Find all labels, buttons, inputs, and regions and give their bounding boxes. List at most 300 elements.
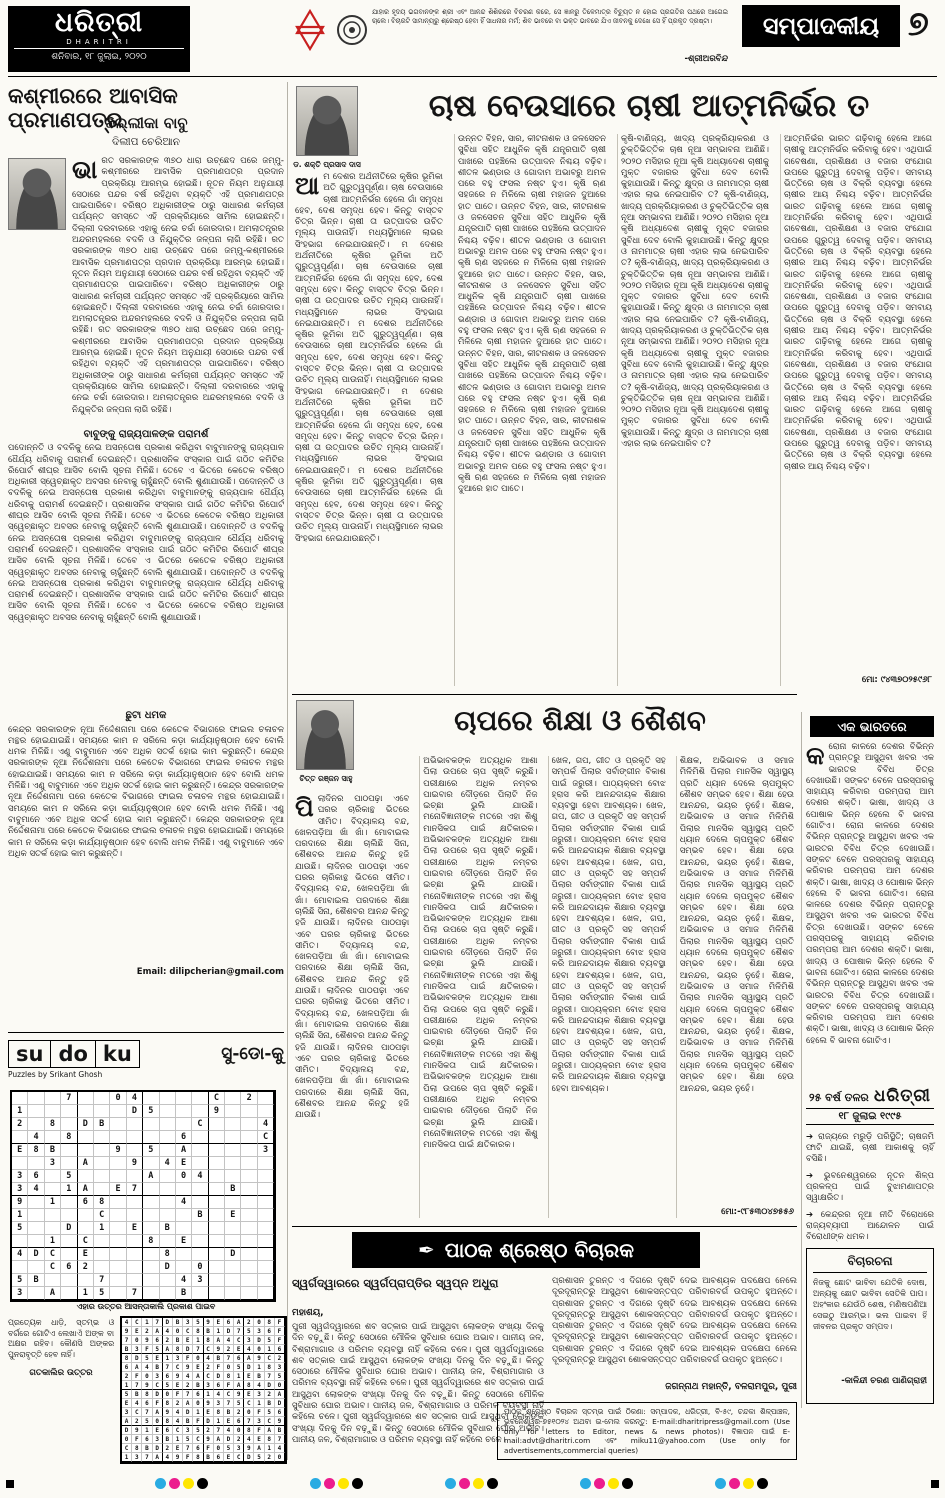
sudoku-instructions: ପ୍ରତ୍ୟେକ ଧାଡ଼ି, ସ୍ତମ୍ଭ ଓ ବର୍ଗରେ ଗୋଟିଏ ଲେଖାଏଁ ଅଙ୍କ ବା ଅକ୍ଷର ରହିବ। କୌଣସି ଅଙ୍କର ପୁନରାବୃତ୍ତି ହେବ ନାହିଁ। ଗତକାଲିର ଉତ୍ତର	[8, 1318, 114, 1378]
sudoku-cell: 5	[12, 1274, 28, 1287]
sudoku-cell	[61, 1118, 77, 1131]
sudoku-cell: 7	[193, 1345, 203, 1354]
sudoku-cell: 5	[193, 1426, 203, 1435]
sudoku-row	[122, 1381, 285, 1390]
sudoku-cell	[110, 1287, 126, 1300]
sudoku-cell: 2	[78, 1261, 94, 1274]
section-label: ସମ୍ପାଦକୀୟ	[742, 5, 900, 47]
sudoku-cell: C	[204, 1345, 214, 1354]
sudoku-cell: 5	[275, 1372, 285, 1381]
sudoku-cell: 1	[12, 1105, 28, 1118]
article3-phone: ମୋ:-୯୮୫୩୦୪୭୫୫୬	[721, 1206, 794, 1217]
sudoku-cell	[209, 1248, 225, 1261]
sudoku-cell: 3	[234, 1444, 244, 1453]
sudoku-cell	[110, 1105, 126, 1118]
letters-banner-title: ପାଠକ ଶ୍ରେଷ୍ଠ ବିଚାରକ	[444, 1238, 634, 1262]
sudoku-cell: B	[28, 1274, 44, 1287]
sudoku-cell: 1	[204, 1390, 214, 1399]
sudoku-cell	[143, 1248, 159, 1261]
sudoku-cell: 9	[163, 1408, 173, 1417]
sudoku-answer-note: ଏହାର ଉତ୍ତର ଆସନ୍ତାକାଲି ପ୍ରକାଶ ପାଇବ	[76, 1302, 216, 1311]
sudoku-cell: A	[214, 1435, 224, 1444]
sudoku-cell: B	[163, 1435, 173, 1444]
sudoku-cell: 4	[163, 1453, 173, 1462]
sudoku-cell: E	[78, 1248, 94, 1261]
sudoku-cell	[28, 1157, 44, 1170]
sudoku-cell: 4	[122, 1318, 132, 1327]
article3-columns	[292, 756, 797, 1218]
sudoku-cell: 9	[275, 1417, 285, 1426]
section-rule	[8, 1032, 284, 1033]
sudoku-cell: 5	[122, 1390, 132, 1399]
sudoku-cell: 1	[122, 1453, 132, 1462]
sudoku-cell: 9	[204, 1318, 214, 1327]
sudoku-cell	[61, 1144, 77, 1157]
sudoku-row	[122, 1318, 285, 1327]
sudoku-row	[12, 1261, 274, 1274]
sudoku-cell	[94, 1092, 110, 1105]
sudoku-cell: E	[132, 1327, 142, 1336]
sudoku-cell	[143, 1092, 159, 1105]
sudoku-cell: 9	[173, 1372, 183, 1381]
sudoku-cell: 0	[234, 1426, 244, 1435]
article2-col4: ଆତ୍ମନିର୍ଭର ଭାରତ ଗଢ଼ିବାକୁ ହେଲେ ଆଗେ ଚାଷୀକୁ ଆତ୍ମନିର୍ଭର କରିବାକୁ ହେବ। ଏଥିପାଇଁ ଗବେଷଣା, ପ୍ରଶିକ୍ଷଣ ଓ ବଜାର ସଂଯୋଗ ଉପରେ ଗୁରୁତ୍ୱ ଦେବାକୁ ପଡ଼ିବ। ସମବାୟ ଭିତ୍ତିରେ ଚାଷ ଓ ବିକ୍ରି ବ୍ୟବସ୍ଥା ହେଲେ ଚାଷୀର ଆୟ ନିଶ୍ଚୟ ବଢ଼ିବ। ଆତ୍ମନିର୍ଭର ଭାରତ ଗଢ଼ିବାକୁ ହେଲେ ଆଗେ ଚାଷୀକୁ ଆତ୍ମନିର୍ଭର କରିବାକୁ ହେବ। ଏଥିପାଇଁ ଗବେଷଣା, ପ୍ରଶିକ୍ଷଣ ଓ ବଜାର ସଂଯୋଗ ଉପରେ ଗୁରୁତ୍ୱ ଦେବାକୁ ପଡ଼ିବ। ସମବାୟ ଭିତ୍ତିରେ ଚାଷ ଓ ବିକ୍ରି ବ୍ୟବସ୍ଥା ହେଲେ ଚାଷୀର ଆୟ ନିଶ୍ଚୟ ବଢ଼ିବ। ଆତ୍ମନିର୍ଭର ଭାରତ ଗଢ଼ିବାକୁ ହେଲେ ଆଗେ ଚାଷୀକୁ ଆତ୍ମନିର୍ଭର କରିବାକୁ ହେବ। ଏଥିପାଇଁ ଗବେଷଣା, ପ୍ରଶିକ୍ଷଣ ଓ ବଜାର ସଂଯୋଗ ଉପରେ ଗୁରୁତ୍ୱ ଦେବାକୁ ପଡ଼ିବ। ସମବାୟ ଭିତ୍ତିରେ ଚାଷ ଓ ବିକ୍ରି ବ୍ୟବସ୍ଥା ହେଲେ ଚାଷୀର ଆୟ ନିଶ୍ଚୟ ବଢ଼ିବ। ଆତ୍ମନିର୍ଭର ଭାରତ ଗଢ଼ିବାକୁ ହେଲେ ଆଗେ ଚାଷୀକୁ ଆତ୍ମନିର୍ଭର କରିବାକୁ ହେବ। ଏଥିପାଇଁ ଗବେଷଣା, ପ୍ରଶିକ୍ଷଣ ଓ ବଜାର ସଂଯୋଗ ଉପରେ ଗୁରୁତ୍ୱ ଦେବାକୁ ପଡ଼ିବ। ସମବାୟ ଭିତ୍ତିରେ ଚାଷ ଓ ବିକ୍ରି ବ୍ୟବସ୍ଥା ହେଲେ ଚାଷୀର ଆୟ ନିଶ୍ଚୟ ବଢ଼ିବ। ଆତ୍ମନିର୍ଭର ଭାରତ ଗଢ଼ିବାକୁ ହେଲେ ଆଗେ ଚାଷୀକୁ ଆତ୍ମନିର୍ଭର କରିବାକୁ ହେବ। ଏଥିପାଇଁ ଗବେଷଣା, ପ୍ରଶିକ୍ଷଣ ଓ ବଜାର ସଂଯୋଗ ଉପରେ ଗୁରୁତ୍ୱ ଦେବାକୁ ପଡ଼ିବ। ସମବାୟ ଭିତ୍ତିରେ ଚାଷ ଓ ବିକ୍ରି ବ୍ୟବସ୍ଥା ହେଲେ ଚାଷୀର ଆୟ ନିଶ୍ଚୟ ବଢ଼ିବ। ମୋ: ୯୪୩୭୦୨୫୯୬୮	[780, 134, 935, 686]
sudoku-cell: 7	[224, 1354, 234, 1363]
sudoku-cell	[110, 1235, 126, 1248]
sudoku-cell: 2	[224, 1345, 234, 1354]
sudoku-cell	[258, 1248, 274, 1261]
sudoku-cell: 1	[142, 1318, 152, 1327]
sudoku-cell	[143, 1287, 159, 1300]
sudoku-cell	[45, 1105, 61, 1118]
sudoku-puzzle-grid	[10, 1090, 276, 1302]
sudoku-cell	[241, 1183, 257, 1196]
sudoku-cell: 1	[12, 1209, 28, 1222]
sudoku-cell	[12, 1235, 28, 1248]
cmyk-dot-cyan	[310, 1478, 321, 1489]
article2-phone: ମୋ: ୯୪୩୭୦୨୫୯୬୮	[861, 674, 932, 685]
sudoku-solution-grid	[120, 1316, 287, 1464]
sudoku-cell: 0	[214, 1444, 224, 1453]
sudoku-cell	[160, 1196, 176, 1209]
sudoku-cell	[192, 1144, 208, 1157]
sudoku-cell: 0	[110, 1092, 126, 1105]
sudoku-cell	[160, 1235, 176, 1248]
years25-header	[806, 1086, 934, 1125]
sudoku-cell: 4	[244, 1345, 254, 1354]
sudoku-cell: 2	[142, 1327, 152, 1336]
sudoku-cell: 5	[143, 1144, 159, 1157]
sudoku-cell: D	[28, 1248, 44, 1261]
sudoku-cell: B	[160, 1222, 176, 1235]
pen-nib-icon: ✒	[417, 1238, 435, 1262]
sudoku-cell: 3	[275, 1363, 285, 1372]
sudoku-cell	[127, 1170, 143, 1183]
sudoku-cell: A	[143, 1170, 159, 1183]
sudoku-cell: 1	[214, 1327, 224, 1336]
sudoku-cell	[110, 1131, 126, 1144]
sudoku-cell: 4	[28, 1183, 44, 1196]
sudoku-cell	[127, 1144, 143, 1157]
sudoku-cell	[225, 1222, 241, 1235]
sudoku-cell: 3	[132, 1453, 142, 1462]
sudoku-cell: A	[234, 1381, 244, 1390]
sudoku-cell: E	[153, 1354, 163, 1363]
sudoku-cell: F	[275, 1336, 285, 1345]
sudoku-cell: 5	[143, 1105, 159, 1118]
sudoku-cell: 1	[78, 1287, 94, 1300]
sudoku-cell: 8	[204, 1336, 214, 1345]
sudoku-cell: A	[78, 1183, 94, 1196]
sudoku-row	[122, 1408, 285, 1417]
sudoku-cell: 0	[163, 1390, 173, 1399]
sudoku-cell	[225, 1170, 241, 1183]
sudoku-cell	[94, 1144, 110, 1157]
logo-odia: ଧରିତ୍ରୀ	[54, 7, 144, 38]
sudoku-cell: 8	[132, 1444, 142, 1453]
sudoku-cell	[61, 1235, 77, 1248]
sudoku-cell: B	[224, 1408, 234, 1417]
sudoku-cell: 8	[142, 1390, 152, 1399]
sudoku-cell: C	[173, 1363, 183, 1372]
sudoku-row	[12, 1092, 274, 1105]
sudoku-odia-label: ସୁ-ଡୋ-କୁ	[221, 1044, 284, 1064]
sudoku-cell: E	[176, 1235, 192, 1248]
sudoku-cell: 7	[265, 1372, 275, 1381]
sudoku-cell: 9	[244, 1444, 254, 1453]
sudoku-row	[12, 1105, 274, 1118]
sudoku-cell: 7	[142, 1453, 152, 1462]
sudoku-cell: 8	[224, 1372, 234, 1381]
letter-signature: ଜଗନ୍ନାଥ ମହାନ୍ତି, ବଳରାମପୁର, ପୁରୀ	[665, 1382, 797, 1392]
sudoku-cell	[45, 1131, 61, 1144]
cmyk-dot-black	[487, 1478, 498, 1489]
sudoku-cell: 6	[142, 1435, 152, 1444]
sudoku-cell: 0	[254, 1318, 264, 1327]
sudoku-cell: C	[244, 1399, 254, 1408]
sudoku-cell	[209, 1196, 225, 1209]
sudoku-cell: 3	[244, 1336, 254, 1345]
sudoku-cell	[241, 1131, 257, 1144]
sudoku-cell: D	[61, 1222, 77, 1235]
sudoku-cell: 6	[265, 1327, 275, 1336]
sudoku-row	[122, 1417, 285, 1426]
sudoku-cell	[258, 1157, 274, 1170]
sudoku-cell: A	[234, 1318, 244, 1327]
sudoku-cell: E	[173, 1444, 183, 1453]
cmyk-marks	[445, 1478, 498, 1489]
sudoku-cell: 4	[127, 1092, 143, 1105]
sudoku-cell: D	[127, 1105, 143, 1118]
sudoku-cell: 3	[204, 1381, 214, 1390]
sudoku-cell: 8	[163, 1417, 173, 1426]
sudoku-cell	[176, 1118, 192, 1131]
sudoku-cell: 9	[204, 1435, 214, 1444]
sudoku-cell: 1	[173, 1435, 183, 1444]
sudoku-cell: 0	[176, 1170, 192, 1183]
article1-para2: ପଦୋନ୍ନତି ଓ ବଦଳିକୁ ନେଇ ଅସନ୍ତୋଷ ପ୍ରକାଶ କରିଥିବା ବାବୁମାନଙ୍କୁ ରାଜ୍ୟପାଳ ଧୈର୍ଯ୍ୟ ଧରିବାକୁ ପରାମର୍ଶ ଦେଇଛନ୍ତି। ପ୍ରଶାସନିକ ସଂସ୍କାର ପାଇଁ ଗଠିତ କମିଟିର ରିପୋର୍ଟ ଶୀଘ୍ର ଆସିବ ବୋଲି ସୂଚନା ମିଳିଛି। ତେବେ ଏ ଭିତରେ କେତେକ ବରିଷ୍ଠ ଅଧିକାରୀ ସ୍ୱେଚ୍ଛାକୃତ ଅବସର ନେବାକୁ ଚାହୁଁଛନ୍ତି ବୋଲି ଶୁଣାଯାଉଛି। ପଦୋନ୍ନତି ଓ ବଦଳିକୁ ନେଇ ଅସନ୍ତୋଷ ପ୍ରକାଶ କରିଥିବା ବାବୁମାନଙ୍କୁ ରାଜ୍ୟପାଳ ଧୈର୍ଯ୍ୟ ଧରିବାକୁ ପରାମର୍ଶ ଦେଇଛନ୍ତି। ପ୍ରଶାସନିକ ସଂସ୍କାର ପାଇଁ ଗଠିତ କମିଟିର ରିପୋର୍ଟ ଶୀଘ୍ର ଆସିବ ବୋଲି ସୂଚନା ମିଳିଛି। ତେବେ ଏ ଭିତରେ କେତେକ ବରିଷ୍ଠ ଅଧିକାରୀ ସ୍ୱେଚ୍ଛାକୃତ ଅବସର ନେବାକୁ ଚାହୁଁଛନ୍ତି ବୋଲି ଶୁଣାଯାଉଛି। ପଦୋନ୍ନତି ଓ ବଦଳିକୁ ନେଇ ଅସନ୍ତୋଷ ପ୍ରକାଶ କରିଥିବା ବାବୁମାନଙ୍କୁ ରାଜ୍ୟପାଳ ଧୈର୍ଯ୍ୟ ଧରିବାକୁ ପରାମର୍ଶ ଦେଇଛନ୍ତି। ପ୍ରଶାସନିକ ସଂସ୍କାର ପାଇଁ ଗଠିତ କମିଟିର ରିପୋର୍ଟ ଶୀଘ୍ର ଆସିବ ବୋଲି ସୂଚନା ମିଳିଛି। ତେବେ ଏ ଭିତରେ କେତେକ ବରିଷ୍ଠ ଅଧିକାରୀ ସ୍ୱେଚ୍ଛାକୃତ ଅବସର ନେବାକୁ ଚାହୁଁଛନ୍ତି ବୋଲି ଶୁଣାଯାଉଛି। ପଦୋନ୍ନତି ଓ ବଦଳିକୁ ନେଇ ଅସନ୍ତୋଷ ପ୍ରକାଶ କରିଥିବା ବାବୁମାନଙ୍କୁ ରାଜ୍ୟପାଳ ଧୈର୍ଯ୍ୟ ଧରିବାକୁ ପରାମର୍ଶ ଦେଇଛନ୍ତି। ପ୍ରଶାସନିକ ସଂସ୍କାର ପାଇଁ ଗଠିତ କମିଟିର ରିପୋର୍ଟ ଶୀଘ୍ର ଆସିବ ବୋଲି ସୂଚନା ମିଳିଛି। ତେବେ ଏ ଭିତରେ କେତେକ ବରିଷ୍ଠ ଅଧିକାରୀ ସ୍ୱେଚ୍ଛାକୃତ ଅବସର ନେବାକୁ ଚାହୁଁଛନ୍ତି ବୋଲି ଶୁଣାଯାଉଛି।	[8, 443, 284, 623]
sudoku-cell	[209, 1261, 225, 1274]
sudoku-cell: 8	[143, 1235, 159, 1248]
sudoku-cell: E	[204, 1408, 214, 1417]
sudoku-cell: 8	[214, 1408, 224, 1417]
dropcap: ଆ	[295, 172, 320, 200]
sudoku-row	[12, 1209, 274, 1222]
registration-mark	[6, 1480, 14, 1488]
sudoku-cell: D	[132, 1354, 142, 1363]
sudoku-cell: B	[192, 1209, 208, 1222]
sudoku-row	[12, 1274, 274, 1287]
sudoku-cell: B	[173, 1336, 183, 1345]
logo-latin: DHARITRI	[14, 38, 184, 49]
sudoku-cell	[209, 1131, 225, 1144]
cmyk-dot-black	[197, 1478, 208, 1489]
sudoku-cell: 0	[153, 1417, 163, 1426]
sudoku-cell: 1	[254, 1399, 264, 1408]
sudoku-cell: 6	[234, 1417, 244, 1426]
sudoku-cell	[45, 1274, 61, 1287]
sudoku-cell: 9	[209, 1105, 225, 1118]
sudoku-cell: 6	[163, 1426, 173, 1435]
sudoku-cell: 7	[127, 1287, 143, 1300]
sudoku-cell	[241, 1235, 257, 1248]
sudoku-cell	[28, 1287, 44, 1300]
sudoku-cell: F	[275, 1327, 285, 1336]
sudoku-cell: E	[122, 1399, 132, 1408]
sudoku-cell: 3	[122, 1408, 132, 1417]
sudoku-cell: 8	[193, 1327, 203, 1336]
registration-mark	[931, 1480, 939, 1488]
sudoku-cell	[110, 1261, 126, 1274]
sudoku-row	[122, 1372, 285, 1381]
article2-columns	[292, 134, 935, 686]
sudoku-cell: B	[183, 1417, 193, 1426]
sudoku-cell: 5	[265, 1336, 275, 1345]
sudoku-cell: F	[183, 1354, 193, 1363]
sudoku-cell: 5	[94, 1287, 110, 1300]
sudoku-cell	[127, 1248, 143, 1261]
sudoku-cell: 5	[142, 1354, 152, 1363]
letter-title: ସ୍ୱର୍ଗଦ୍ୱାରରେ ସ୍ୱର୍ଗପ୍ରାପ୍ତିର ସ୍ୱପ୍ନ ଅଧୁରା	[292, 1276, 499, 1290]
sudoku-cell	[143, 1183, 159, 1196]
sudoku-cell: 8	[244, 1426, 254, 1435]
sudoku-row	[12, 1222, 274, 1235]
sudoku-cell: 1	[265, 1345, 275, 1354]
sudoku-cell: 9	[254, 1354, 264, 1363]
sudoku-cell	[28, 1222, 44, 1235]
sudoku-cell: C	[234, 1453, 244, 1462]
sudoku-cell	[12, 1092, 28, 1105]
cmyk-dot-yellow	[743, 1478, 754, 1489]
sudoku-cell: B	[142, 1444, 152, 1453]
sudoku-cell	[110, 1157, 126, 1170]
sudoku-cell: 9	[142, 1381, 152, 1390]
newspaper-logo	[8, 6, 190, 72]
cmyk-dot-black	[352, 1478, 363, 1489]
sudoku-cell: 3	[192, 1274, 208, 1287]
article3-col2: ଅଭିଭାବକଙ୍କ ଅତ୍ୟଧିକ ଆଶା ପିଲା ଉପରେ ଚାପ ସୃଷ୍ଟି କରୁଛି। ପରୀକ୍ଷାରେ ଅଧିକ ନମ୍ବର ପାଇବାର ଦୌଡ଼ରେ ପିଲାଟି ନିଜ ଇଚ୍ଛା ଭୁଲି ଯାଉଛି। ମନୋବିଜ୍ଞାନୀଙ୍କ ମତରେ ଏହା ଶିଶୁ ମାନସିକତା ପାଇଁ କ୍ଷତିକାରକ। ଅଭିଭାବକଙ୍କ ଅତ୍ୟଧିକ ଆଶା ପିଲା ଉପରେ ଚାପ ସୃଷ୍ଟି କରୁଛି। ପରୀକ୍ଷାରେ ଅଧିକ ନମ୍ବର ପାଇବାର ଦୌଡ଼ରେ ପିଲାଟି ନିଜ ଇଚ୍ଛା ଭୁଲି ଯାଉଛି। ମନୋବିଜ୍ଞାନୀଙ୍କ ମତରେ ଏହା ଶିଶୁ ମାନସିକତା ପାଇଁ କ୍ଷତିକାରକ। ଅଭିଭାବକଙ୍କ ଅତ୍ୟଧିକ ଆଶା ପିଲା ଉପରେ ଚାପ ସୃଷ୍ଟି କରୁଛି। ପରୀକ୍ଷାରେ ଅଧିକ ନମ୍ବର ପାଇବାର ଦୌଡ଼ରେ ପିଲାଟି ନିଜ ଇଚ୍ଛା ଭୁଲି ଯାଉଛି। ମନୋବିଜ୍ଞାନୀଙ୍କ ମତରେ ଏହା ଶିଶୁ ମାନସିକତା ପାଇଁ କ୍ଷତିକାରକ। ଅଭିଭାବକଙ୍କ ଅତ୍ୟଧିକ ଆଶା ପିଲା ଉପରେ ଚାପ ସୃଷ୍ଟି କରୁଛି। ପରୀକ୍ଷାରେ ଅଧିକ ନମ୍ବର ପାଇବାର ଦୌଡ଼ରେ ପିଲାଟି ନିଜ ଇଚ୍ଛା ଭୁଲି ଯାଉଛି। ମନୋବିଜ୍ଞାନୀଙ୍କ ମତରେ ଏହା ଶିଶୁ ମାନସିକତା ପାଇଁ କ୍ଷତିକାରକ। ଅଭିଭାବକଙ୍କ ଅତ୍ୟଧିକ ଆଶା ପିଲା ଉପରେ ଚାପ ସୃଷ୍ଟି କରୁଛି। ପରୀକ୍ଷାରେ ଅଧିକ ନମ୍ବର ପାଇବାର ଦୌଡ଼ରେ ପିଲାଟି ନିଜ ଇଚ୍ଛା ଭୁଲି ଯାଉଛି। ମନୋବିଜ୍ଞାନୀଙ୍କ ମତରେ ଏହା ଶିଶୁ ମାନସିକତା ପାଇଁ କ୍ଷତିକାରକ।	[419, 756, 540, 1218]
sudoku-cell	[258, 1196, 274, 1209]
sudoku-cell: 5	[153, 1345, 163, 1354]
sudoku-cell: 3	[153, 1372, 163, 1381]
cmyk-marks	[715, 1478, 768, 1489]
sudoku-cell	[192, 1287, 208, 1300]
sudoku-cell: 4	[12, 1248, 28, 1261]
sudoku-cell	[258, 1287, 274, 1300]
sudoku-cell	[160, 1131, 176, 1144]
article3-author: ଚିତ୍ତ ରଞ୍ଜନ ସାହୁ	[299, 774, 353, 783]
sudoku-cell: 8	[173, 1345, 183, 1354]
sudoku-cell: 9	[127, 1157, 143, 1170]
sudoku-cell	[209, 1144, 225, 1157]
article2-col3: କୃଷି-ବାଣିଜ୍ୟ, ଖାଦ୍ୟ ପ୍ରକ୍ରିୟାକରଣ ଓ ଚୁକ୍ତିଭିତ୍ତିକ ଚାଷ ନୂଆ ସମ୍ଭାବନା ଆଣିଛି। ୨୦୨୦ ମସିହାର ନୂଆ କୃଷି ଅଧ୍ୟାଦେଶ ଚାଷୀକୁ ମୁକ୍ତ ବଜାରର ସୁବିଧା ଦେବ ବୋଲି କୁହାଯାଉଛି। କିନ୍ତୁ କ୍ଷୁଦ୍ର ଓ ନାମମାତ୍ର ଚାଷୀ ଏହାର ଲାଭ ନେଇପାରିବ ତ? କୃଷି-ବାଣିଜ୍ୟ, ଖାଦ୍ୟ ପ୍ରକ୍ରିୟାକରଣ ଓ ଚୁକ୍ତିଭିତ୍ତିକ ଚାଷ ନୂଆ ସମ୍ଭାବନା ଆଣିଛି। ୨୦୨୦ ମସିହାର ନୂଆ କୃଷି ଅଧ୍ୟାଦେଶ ଚାଷୀକୁ ମୁକ୍ତ ବଜାରର ସୁବିଧା ଦେବ ବୋଲି କୁହାଯାଉଛି। କିନ୍ତୁ କ୍ଷୁଦ୍ର ଓ ନାମମାତ୍ର ଚାଷୀ ଏହାର ଲାଭ ନେଇପାରିବ ତ? କୃଷି-ବାଣିଜ୍ୟ, ଖାଦ୍ୟ ପ୍ରକ୍ରିୟାକରଣ ଓ ଚୁକ୍ତିଭିତ୍ତିକ ଚାଷ ନୂଆ ସମ୍ଭାବନା ଆଣିଛି। ୨୦୨୦ ମସିହାର ନୂଆ କୃଷି ଅଧ୍ୟାଦେଶ ଚାଷୀକୁ ମୁକ୍ତ ବଜାରର ସୁବିଧା ଦେବ ବୋଲି କୁହାଯାଉଛି। କିନ୍ତୁ କ୍ଷୁଦ୍ର ଓ ନାମମାତ୍ର ଚାଷୀ ଏହାର ଲାଭ ନେଇପାରିବ ତ? କୃଷି-ବାଣିଜ୍ୟ, ଖାଦ୍ୟ ପ୍ରକ୍ରିୟାକରଣ ଓ ଚୁକ୍ତିଭିତ୍ତିକ ଚାଷ ନୂଆ ସମ୍ଭାବନା ଆଣିଛି। ୨୦୨୦ ମସିହାର ନୂଆ କୃଷି ଅଧ୍ୟାଦେଶ ଚାଷୀକୁ ମୁକ୍ତ ବଜାରର ସୁବିଧା ଦେବ ବୋଲି କୁହାଯାଉଛି। କିନ୍ତୁ କ୍ଷୁଦ୍ର ଓ ନାମମାତ୍ର ଚାଷୀ ଏହାର ଲାଭ ନେଇପାରିବ ତ? କୃଷି-ବାଣିଜ୍ୟ, ଖାଦ୍ୟ ପ୍ରକ୍ରିୟାକରଣ ଓ ଚୁକ୍ତିଭିତ୍ତିକ ଚାଷ ନୂଆ ସମ୍ଭାବନା ଆଣିଛି। ୨୦୨୦ ମସିହାର ନୂଆ କୃଷି ଅଧ୍ୟାଦେଶ ଚାଷୀକୁ ମୁକ୍ତ ବଜାରର ସୁବିଧା ଦେବ ବୋଲି କୁହାଯାଉଛି। କିନ୍ତୁ କ୍ଷୁଦ୍ର ଓ ନାମମାତ୍ର ଚାଷୀ ଏହାର ଲାଭ ନେଇପାରିବ ତ?	[617, 134, 772, 686]
sudoku-cell: 2	[244, 1318, 254, 1327]
sudoku-cell: E	[12, 1144, 28, 1157]
sudoku-cell	[241, 1209, 257, 1222]
sudoku-cell: 5	[61, 1170, 77, 1183]
sudoku-row	[12, 1287, 274, 1300]
sudoku-cell	[94, 1183, 110, 1196]
sudoku-cell: B	[204, 1327, 214, 1336]
quote-attribution: -ଶ୍ରୀଅରବିନ୍ଦ	[684, 54, 728, 64]
sudoku-cell: D	[214, 1372, 224, 1381]
sudoku-cell	[225, 1118, 241, 1131]
sudoku-cell: 3	[254, 1390, 264, 1399]
page-number: ୭	[908, 4, 929, 44]
sudoku-row	[12, 1170, 274, 1183]
sudoku-cell: B	[214, 1354, 224, 1363]
sudoku-cell: 6	[153, 1336, 163, 1345]
sudoku-cell: 3	[254, 1417, 264, 1426]
sudoku-cell	[143, 1157, 159, 1170]
sudoku-cell: D	[225, 1248, 241, 1261]
sudoku-cell: F	[214, 1363, 224, 1372]
article3-col4: ଶିକ୍ଷକ, ଅଭିଭାବକ ଓ ସମାଜ ମିଳିମିଶି ପିଲାର ମାନସିକ ସ୍ୱାସ୍ଥ୍ୟ ପ୍ରତି ଧ୍ୟାନ ଦେଲେ ଚାପମୁକ୍ତ ଶୈଶବ ସମ୍ଭବ ହେବ। ଶିକ୍ଷା ହେଉ ଆନନ୍ଦର, ଭୟର ନୁହେଁ। ଶିକ୍ଷକ, ଅଭିଭାବକ ଓ ସମାଜ ମିଳିମିଶି ପିଲାର ମାନସିକ ସ୍ୱାସ୍ଥ୍ୟ ପ୍ରତି ଧ୍ୟାନ ଦେଲେ ଚାପମୁକ୍ତ ଶୈଶବ ସମ୍ଭବ ହେବ। ଶିକ୍ଷା ହେଉ ଆନନ୍ଦର, ଭୟର ନୁହେଁ। ଶିକ୍ଷକ, ଅଭିଭାବକ ଓ ସମାଜ ମିଳିମିଶି ପିଲାର ମାନସିକ ସ୍ୱାସ୍ଥ୍ୟ ପ୍ରତି ଧ୍ୟାନ ଦେଲେ ଚାପମୁକ୍ତ ଶୈଶବ ସମ୍ଭବ ହେବ। ଶିକ୍ଷା ହେଉ ଆନନ୍ଦର, ଭୟର ନୁହେଁ। ଶିକ୍ଷକ, ଅଭିଭାବକ ଓ ସମାଜ ମିଳିମିଶି ପିଲାର ମାନସିକ ସ୍ୱାସ୍ଥ୍ୟ ପ୍ରତି ଧ୍ୟାନ ଦେଲେ ଚାପମୁକ୍ତ ଶୈଶବ ସମ୍ଭବ ହେବ। ଶିକ୍ଷା ହେଉ ଆନନ୍ଦର, ଭୟର ନୁହେଁ। ଶିକ୍ଷକ, ଅଭିଭାବକ ଓ ସମାଜ ମିଳିମିଶି ପିଲାର ମାନସିକ ସ୍ୱାସ୍ଥ୍ୟ ପ୍ରତି ଧ୍ୟାନ ଦେଲେ ଚାପମୁକ୍ତ ଶୈଶବ ସମ୍ଭବ ହେବ। ଶିକ୍ଷା ହେଉ ଆନନ୍ଦର, ଭୟର ନୁହେଁ। ଶିକ୍ଷକ, ଅଭିଭାବକ ଓ ସମାଜ ମିଳିମିଶି ପିଲାର ମାନସିକ ସ୍ୱାସ୍ଥ୍ୟ ପ୍ରତି ଧ୍ୟାନ ଦେଲେ ଚାପମୁକ୍ତ ଶୈଶବ ସମ୍ଭବ ହେବ। ଶିକ୍ଷା ହେଉ ଆନନ୍ଦର, ଭୟର ନୁହେଁ। ମୋ:-୯୮୫୩୦୪୭୫୫୬	[676, 756, 797, 1218]
cmyk-dot-magenta	[729, 1478, 740, 1489]
sudoku-cell	[192, 1157, 208, 1170]
years25-logo: ଧରିତ୍ରୀ	[873, 1086, 931, 1106]
sudoku-cell: 0	[193, 1399, 203, 1408]
sudoku-cell	[209, 1235, 225, 1248]
sudoku-cell	[209, 1118, 225, 1131]
sudoku-cell	[160, 1274, 176, 1287]
news-item: ➔ କେନ୍ଦ୍ରର ନୂଆ ନୀତି ବିରୋଧରେ ରାଜ୍ୟବ୍ୟାପୀ ଆନ୍ଦୋଳନ ପାଇଁ ବିରୋଧୀଙ୍କ ଧମକ।	[806, 1210, 934, 1243]
sudoku-cell: 2	[12, 1118, 28, 1131]
sudoku-cell: D	[183, 1345, 193, 1354]
section-rule	[292, 694, 797, 695]
sudoku-cell: B	[204, 1453, 214, 1462]
sudoku-cell: B	[94, 1118, 110, 1131]
article3-col3: ଖେଳ, ଗପ, ଗୀତ ଓ ପ୍ରକୃତି ସହ ସମ୍ପର୍କ ପିଲାର ସର୍ବାଙ୍ଗୀନ ବିକାଶ ପାଇଁ ଜରୁରୀ। ପାଠ୍ୟକ୍ରମ ବୋଝ ହ୍ରାସ କରି ଆନନ୍ଦଦାୟକ ଶିକ୍ଷାର ବ୍ୟବସ୍ଥା ହେବା ଆବଶ୍ୟକ। ଖେଳ, ଗପ, ଗୀତ ଓ ପ୍ରକୃତି ସହ ସମ୍ପର୍କ ପିଲାର ସର୍ବାଙ୍ଗୀନ ବିକାଶ ପାଇଁ ଜରୁରୀ। ପାଠ୍ୟକ୍ରମ ବୋଝ ହ୍ରାସ କରି ଆନନ୍ଦଦାୟକ ଶିକ୍ଷାର ବ୍ୟବସ୍ଥା ହେବା ଆବଶ୍ୟକ। ଖେଳ, ଗପ, ଗୀତ ଓ ପ୍ରକୃତି ସହ ସମ୍ପର୍କ ପିଲାର ସର୍ବାଙ୍ଗୀନ ବିକାଶ ପାଇଁ ଜରୁରୀ। ପାଠ୍ୟକ୍ରମ ବୋଝ ହ୍ରାସ କରି ଆନନ୍ଦଦାୟକ ଶିକ୍ଷାର ବ୍ୟବସ୍ଥା ହେବା ଆବଶ୍ୟକ। ଖେଳ, ଗପ, ଗୀତ ଓ ପ୍ରକୃତି ସହ ସମ୍ପର୍କ ପିଲାର ସର୍ବାଙ୍ଗୀନ ବିକାଶ ପାଇଁ ଜରୁରୀ। ପାଠ୍ୟକ୍ରମ ବୋଝ ହ୍ରାସ କରି ଆନନ୍ଦଦାୟକ ଶିକ୍ଷାର ବ୍ୟବସ୍ଥା ହେବା ଆବଶ୍ୟକ। ଖେଳ, ଗପ, ଗୀତ ଓ ପ୍ରକୃତି ସହ ସମ୍ପର୍କ ପିଲାର ସର୍ବାଙ୍ଗୀନ ବିକାଶ ପାଇଁ ଜରୁରୀ। ପାଠ୍ୟକ୍ରମ ବୋଝ ହ୍ରାସ କରି ଆନନ୍ଦଦାୟକ ଶିକ୍ଷାର ବ୍ୟବସ୍ଥା ହେବା ଆବଶ୍ୟକ। ଖେଳ, ଗପ, ଗୀତ ଓ ପ୍ରକୃତି ସହ ସମ୍ପର୍କ ପିଲାର ସର୍ବାଙ୍ଗୀନ ବିକାଶ ପାଇଁ ଜରୁରୀ। ପାଠ୍ୟକ୍ରମ ବୋଝ ହ୍ରାସ କରି ଆନନ୍ଦଦାୟକ ଶିକ୍ଷାର ବ୍ୟବସ୍ଥା ହେବା ଆବଶ୍ୟକ।	[548, 756, 669, 1218]
sudoku-cell: C	[78, 1235, 94, 1248]
section-rule	[292, 1226, 797, 1227]
letters-banner	[352, 1232, 700, 1268]
sudoku-cell	[110, 1274, 126, 1287]
cmyk-dot-magenta	[594, 1478, 605, 1489]
sudoku-cell: 4	[224, 1426, 234, 1435]
sudoku-cell: B	[122, 1345, 132, 1354]
sudoku-row	[122, 1444, 285, 1453]
date-line: ଶନିବାର, ୧୮ ଜୁଲାଇ, ୨୦୨୦	[51, 52, 147, 62]
sudoku-cell: B	[173, 1318, 183, 1327]
sudoku-row	[122, 1354, 285, 1363]
sudoku-cell	[143, 1131, 159, 1144]
dropcap: ଭା	[72, 156, 98, 184]
sudoku-cell: 8	[265, 1318, 275, 1327]
sudoku-cell	[127, 1196, 143, 1209]
sudoku-cell: 2	[234, 1408, 244, 1417]
sudoku-cell: 5	[244, 1327, 254, 1336]
sudoku-cell	[176, 1183, 192, 1196]
sudoku-cell: D	[244, 1453, 254, 1462]
sudoku-cell	[241, 1144, 257, 1157]
article2-col1: ଆମ ଦେଶର ଅର୍ଥନୀତିରେ କୃଷିର ଭୂମିକା ଅତି ଗୁରୁତ୍ୱପୂର୍ଣ୍ଣ। ଚାଷ ବେଉସାରେ ଚାଷୀ ଆତ୍ମନିର୍ଭର ହେଲେ ଗାଁ ସମୃଦ୍ଧ ହେବ, ଦେଶ ସମୃଦ୍ଧ ହେବ। କିନ୍ତୁ ବାସ୍ତବ ଚିତ୍ର ଭିନ୍ନ। ଚାଷୀ ତା ଉତ୍ପାଦର ଉଚିତ ମୂଲ୍ୟ ପାଉନାହିଁ। ମଧ୍ୟସ୍ଥିମାନେ ଲାଭର ସିଂହଭାଗ ନେଇଯାଉଛନ୍ତି। ମ ଦେଶର ଅର୍ଥନୀତିରେ କୃଷିର ଭୂମିକା ଅତି ଗୁରୁତ୍ୱପୂର୍ଣ୍ଣ। ଚାଷ ବେଉସାରେ ଚାଷୀ ଆତ୍ମନିର୍ଭର ହେଲେ ଗାଁ ସମୃଦ୍ଧ ହେବ, ଦେଶ ସମୃଦ୍ଧ ହେବ। କିନ୍ତୁ ବାସ୍ତବ ଚିତ୍ର ଭିନ୍ନ। ଚାଷୀ ତା ଉତ୍ପାଦର ଉଚିତ ମୂଲ୍ୟ ପାଉନାହିଁ। ମଧ୍ୟସ୍ଥିମାନେ ଲାଭର ସିଂହଭାଗ ନେଇଯାଉଛନ୍ତି। ମ ଦେଶର ଅର୍ଥନୀତିରେ କୃଷିର ଭୂମିକା ଅତି ଗୁରୁତ୍ୱପୂର୍ଣ୍ଣ। ଚାଷ ବେଉସାରେ ଚାଷୀ ଆତ୍ମନିର୍ଭର ହେଲେ ଗାଁ ସମୃଦ୍ଧ ହେବ, ଦେଶ ସମୃଦ୍ଧ ହେବ। କିନ୍ତୁ ବାସ୍ତବ ଚିତ୍ର ଭିନ୍ନ। ଚାଷୀ ତା ଉତ୍ପାଦର ଉଚିତ ମୂଲ୍ୟ ପାଉନାହିଁ। ମଧ୍ୟସ୍ଥିମାନେ ଲାଭର ସିଂହଭାଗ ନେଇଯାଉଛନ୍ତି। ମ ଦେଶର ଅର୍ଥନୀତିରେ କୃଷିର ଭୂମିକା ଅତି ଗୁରୁତ୍ୱପୂର୍ଣ୍ଣ। ଚାଷ ବେଉସାରେ ଚାଷୀ ଆତ୍ମନିର୍ଭର ହେଲେ ଗାଁ ସମୃଦ୍ଧ ହେବ, ଦେଶ ସମୃଦ୍ଧ ହେବ। କିନ୍ତୁ ବାସ୍ତବ ଚିତ୍ର ଭିନ୍ନ। ଚାଷୀ ତା ଉତ୍ପାଦର ଉଚିତ ମୂଲ୍ୟ ପାଉନାହିଁ। ମଧ୍ୟସ୍ଥିମାନେ ଲାଭର ସିଂହଭାଗ ନେଇଯାଉଛନ୍ତି। ମ ଦେଶର ଅର୍ଥନୀତିରେ କୃଷିର ଭୂମିକା ଅତି ଗୁରୁତ୍ୱପୂର୍ଣ୍ଣ। ଚାଷ ବେଉସାରେ ଚାଷୀ ଆତ୍ମନିର୍ଭର ହେଲେ ଗାଁ ସମୃଦ୍ଧ ହେବ, ଦେଶ ସମୃଦ୍ଧ ହେବ। କିନ୍ତୁ ବାସ୍ତବ ଚିତ୍ର ଭିନ୍ନ। ଚାଷୀ ତା ଉତ୍ପାଦର ଉଚିତ ମୂଲ୍ୟ ପାଉନାହିଁ। ମଧ୍ୟସ୍ଥିମାନେ ଲାଭର ସିଂହଭାଗ ନେଇଯାଉଛନ୍ତି।	[295, 172, 443, 544]
sudoku-cell: 0	[192, 1261, 208, 1274]
sudoku-cell: D	[224, 1327, 234, 1336]
sudoku-cell: 7	[244, 1417, 254, 1426]
sudoku-cell	[78, 1209, 94, 1222]
sudoku-cell	[127, 1131, 143, 1144]
sudoku-cell: 0	[224, 1363, 234, 1372]
sudoku-cell: 4	[214, 1390, 224, 1399]
sudoku-cell	[28, 1092, 44, 1105]
sudoku-cell: 5	[224, 1444, 234, 1453]
sudoku-cell: 4	[192, 1170, 208, 1183]
sudoku-cell: 3	[183, 1426, 193, 1435]
sudoku-cell: 7	[224, 1399, 234, 1408]
sudoku-cell: C	[94, 1209, 110, 1222]
sudoku-cell: 7	[183, 1390, 193, 1399]
sudoku-cell: A	[275, 1390, 285, 1399]
sudoku-cell: A	[153, 1408, 163, 1417]
sudoku-cell	[127, 1235, 143, 1248]
sudoku-cell: 6	[193, 1444, 203, 1453]
column-divider	[287, 82, 288, 1460]
sudoku-cell: 6	[176, 1131, 192, 1144]
sudoku-cell: 4	[28, 1131, 44, 1144]
sudoku-row	[12, 1144, 274, 1157]
sudoku-cell: 9	[204, 1399, 214, 1408]
sudoku-cell	[192, 1248, 208, 1261]
sudoku-cell: C	[265, 1354, 275, 1363]
sudoku-cell: A	[132, 1363, 142, 1372]
cmyk-dot-yellow	[608, 1478, 619, 1489]
sudoku-cell: 4	[183, 1372, 193, 1381]
sudoku-cell: 5	[163, 1381, 173, 1390]
sudoku-cell: C	[153, 1381, 163, 1390]
sudoku-cell	[241, 1196, 257, 1209]
sudoku-cell: D	[244, 1363, 254, 1372]
sudoku-cell: 6	[275, 1408, 285, 1417]
cmyk-marks	[155, 1478, 208, 1489]
sudoku-cell	[127, 1274, 143, 1287]
sudoku-cell: D	[122, 1426, 132, 1435]
sudoku-cell: 6	[224, 1318, 234, 1327]
sudoku-cell	[176, 1209, 192, 1222]
sudoku-cell	[78, 1105, 94, 1118]
sudoku-logo: su do ku	[8, 1040, 140, 1068]
sudoku-cell	[209, 1157, 225, 1170]
sudoku-cell	[45, 1092, 61, 1105]
sudoku-cell: 8	[61, 1131, 77, 1144]
sudoku-cell: 2	[173, 1399, 183, 1408]
sudoku-cell: 1	[122, 1381, 132, 1390]
sudoku-cell: E	[183, 1336, 193, 1345]
sudoku-row	[122, 1363, 285, 1372]
sudoku-cell: A	[244, 1354, 254, 1363]
sudoku-cell: C	[132, 1408, 142, 1417]
article1-para1: ଭାରତ ସରକାରଙ୍କ ୩୭୦ ଧାରା ଉଚ୍ଛେଦ ପରେ ଜମ୍ମୁ-କଶ୍ମୀରରେ ଆବାସିକ ପ୍ରମାଣପତ୍ର ପ୍ରଦାନ ପ୍ରକ୍ରିୟା ଆରମ୍ଭ ହୋଇଛି। ନୂତନ ନିୟମ ଅନୁଯାୟୀ ସେଠାରେ ପନ୍ଦର ବର୍ଷ ରହିଥିବା ବ୍ୟକ୍ତି ଏହି ପ୍ରମାଣପତ୍ର ପାଇପାରିବେ। ବରିଷ୍ଠ ଅଧିକାରୀଙ୍କ ଠାରୁ ସାଧାରଣ କର୍ମଚାରୀ ପର୍ଯ୍ୟନ୍ତ ସମସ୍ତେ ଏହି ପ୍ରକ୍ରିୟାରେ ସାମିଲ ହୋଇଛନ୍ତି। ଦିଲ୍ଲୀ ଦରବାରରେ ଏହାକୁ ନେଇ ଚର୍ଚ୍ଚା ଜୋରଦାର। ଅମଲାତନ୍ତ୍ରର ଅନ୍ଦରମହଲରେ ବଦଳି ଓ ନିଯୁକ୍ତିର ଜଳ୍ପନା ଲାଗି ରହିଛି। ରତ ସରକାରଙ୍କ ୩୭୦ ଧାରା ଉଚ୍ଛେଦ ପରେ ଜମ୍ମୁ-କଶ୍ମୀରରେ ଆବାସିକ ପ୍ରମାଣପତ୍ର ପ୍ରଦାନ ପ୍ରକ୍ରିୟା ଆରମ୍ଭ ହୋଇଛି। ନୂତନ ନିୟମ ଅନୁଯାୟୀ ସେଠାରେ ପନ୍ଦର ବର୍ଷ ରହିଥିବା ବ୍ୟକ୍ତି ଏହି ପ୍ରମାଣପତ୍ର ପାଇପାରିବେ। ବରିଷ୍ଠ ଅଧିକାରୀଙ୍କ ଠାରୁ ସାଧାରଣ କର୍ମଚାରୀ ପର୍ଯ୍ୟନ୍ତ ସମସ୍ତେ ଏହି ପ୍ରକ୍ରିୟାରେ ସାମିଲ ହୋଇଛନ୍ତି। ଦିଲ୍ଲୀ ଦରବାରରେ ଏହାକୁ ନେଇ ଚର୍ଚ୍ଚା ଜୋରଦାର। ଅମଲାତନ୍ତ୍ରର ଅନ୍ଦରମହଲରେ ବଦଳି ଓ ନିଯୁକ୍ତିର ଜଳ୍ପନା ଲାଗି ରହିଛି। ରତ ସରକାରଙ୍କ ୩୭୦ ଧାରା ଉଚ୍ଛେଦ ପରେ ଜମ୍ମୁ-କଶ୍ମୀରରେ ଆବାସିକ ପ୍ରମାଣପତ୍ର ପ୍ରଦାନ ପ୍ରକ୍ରିୟା ଆରମ୍ଭ ହୋଇଛି। ନୂତନ ନିୟମ ଅନୁଯାୟୀ ସେଠାରେ ପନ୍ଦର ବର୍ଷ ରହିଥିବା ବ୍ୟକ୍ତି ଏହି ପ୍ରମାଣପତ୍ର ପାଇପାରିବେ। ବରିଷ୍ଠ ଅଧିକାରୀଙ୍କ ଠାରୁ ସାଧାରଣ କର୍ମଚାରୀ ପର୍ଯ୍ୟନ୍ତ ସମସ୍ତେ ଏହି ପ୍ରକ୍ରିୟାରେ ସାମିଲ ହୋଇଛନ୍ତି। ଦିଲ୍ଲୀ ଦରବାରରେ ଏହାକୁ ନେଇ ଚର୍ଚ୍ଚା ଜୋରଦାର। ଅମଲାତନ୍ତ୍ରର ଅନ୍ଦରମହଲରେ ବଦଳି ଓ ନିଯୁକ୍ତିର ଜଳ୍ପନା ଲାଗି ରହିଛି।	[72, 156, 284, 415]
